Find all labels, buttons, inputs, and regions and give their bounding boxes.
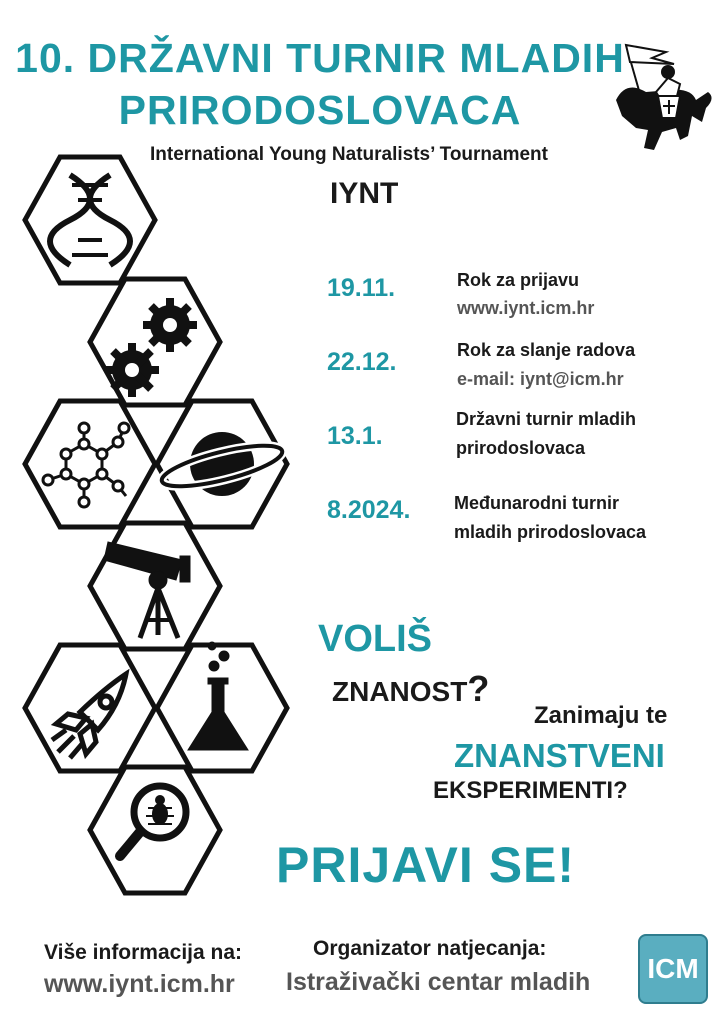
date-3: 13.1. — [327, 422, 383, 450]
event-2-line-2: e-mail: iynt@icm.hr — [457, 369, 624, 389]
date-1: 19.11. — [327, 274, 396, 302]
more-info-website[interactable]: www.iynt.icm.hr — [44, 970, 235, 998]
more-info-label: Više informacija na: — [44, 941, 243, 964]
zanimaju-text: Zanimaju te — [534, 702, 668, 729]
eksperimenti-text: EKSPERIMENTI? — [433, 777, 628, 804]
organizer-name: Istraživački centar mladih — [286, 968, 591, 996]
hexagon-grid — [0, 140, 300, 900]
znanstveni-text: ZNANSTVENI — [454, 737, 665, 774]
icm-logo-text: ICM — [647, 953, 699, 984]
znanost-text — [332, 668, 489, 710]
acronym: IYNT — [330, 177, 399, 210]
cta-prijavi-se: PRIJAVI SE! — [276, 837, 576, 893]
event-2-line-1: Rok za slanje radova — [457, 340, 636, 360]
date-2: 22.12. — [327, 348, 397, 376]
title-line-2: PRIRODOSLOVACA — [118, 87, 522, 133]
event-3-line-2: prirodoslovaca — [456, 438, 586, 458]
event-4-line-1: Međunarodni turnir — [454, 493, 619, 513]
title-line-1: 10. DRŽAVNI TURNIR MLADIH — [15, 35, 625, 81]
znanost-word: ZNANOST — [332, 676, 468, 707]
subtitle: International Young Naturalists’ Tournament — [150, 144, 548, 165]
event-1-line-2: www.iynt.icm.hr — [457, 298, 595, 318]
organizer-label: Organizator natjecanja: — [313, 937, 547, 960]
icm-logo-icon — [638, 934, 708, 1004]
event-1-line-1: Rok za prijavu — [457, 270, 580, 290]
date-4: 8.2024. — [327, 496, 411, 524]
knight-logo-icon — [596, 40, 722, 166]
question-mark: ? — [467, 668, 490, 709]
volis-text: VOLIŠ — [318, 618, 433, 660]
event-4-line-2: mladih prirodoslovaca — [454, 522, 647, 542]
event-3-line-1: Državni turnir mladih — [456, 409, 637, 429]
